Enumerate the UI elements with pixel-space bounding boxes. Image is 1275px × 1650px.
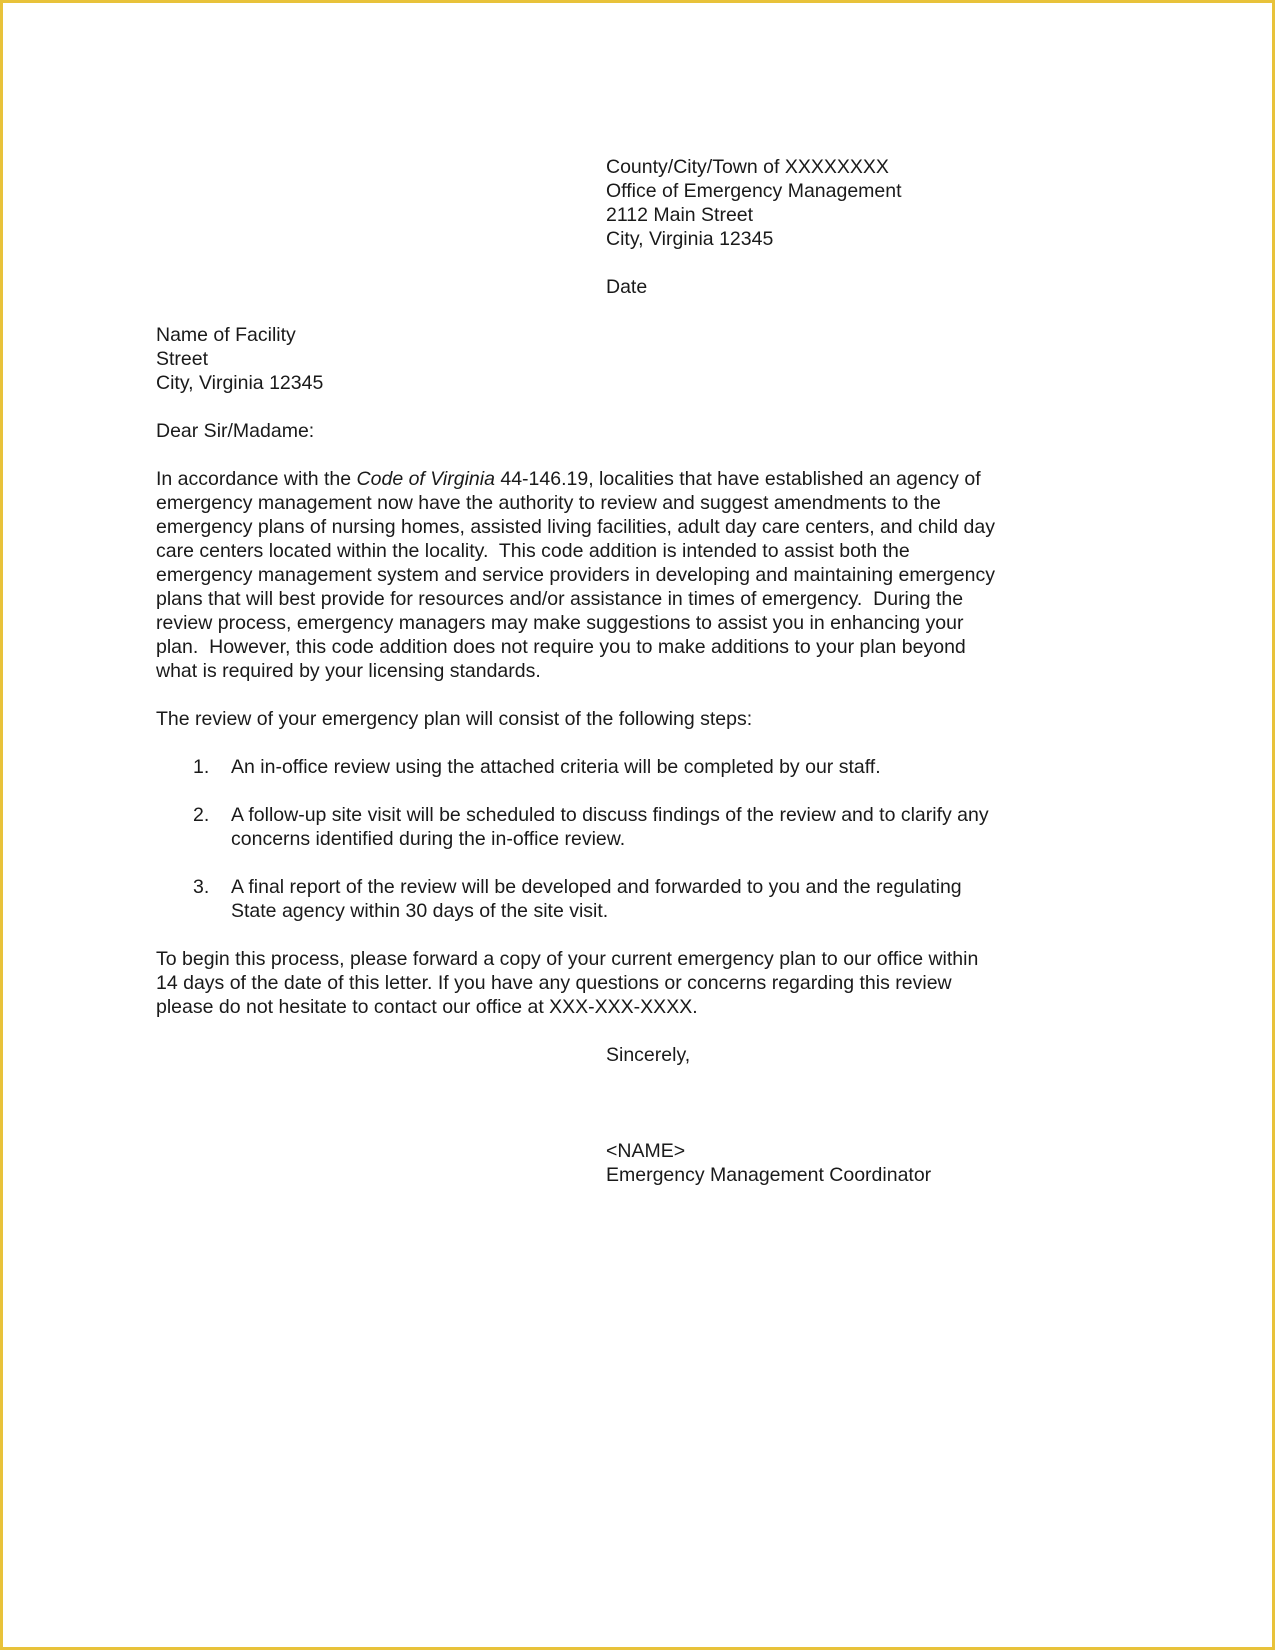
intro-line: emergency management system and service providers in developing and maintaining emergency	[156, 564, 995, 586]
list-item	[156, 755, 1056, 779]
sender-line: 2112 Main Street	[606, 204, 754, 226]
closing-line: To begin this process, please forward a copy of your current emergency plan to our office within	[156, 948, 979, 970]
salutation: Dear Sir/Madame:	[156, 420, 315, 442]
sender-address	[606, 155, 1056, 251]
step-line: A follow-up site visit will be scheduled to discuss findings of the review and to clarify any	[231, 804, 989, 826]
step-line: concerns identified during the in-office review.	[231, 828, 626, 850]
intro-line: emergency plans of nursing homes, assisted living facilities, adult day care centers, and child day	[156, 516, 995, 538]
recipient-address	[156, 323, 1056, 395]
letter-date: Date	[606, 276, 648, 298]
sender-line: County/City/Town of XXXXXXXX	[606, 156, 889, 178]
recipient-line: Street	[156, 348, 209, 370]
closing-line: please do not hesitate to contact our office at XXX-XXX-XXXX.	[156, 996, 698, 1018]
list-item	[156, 875, 1056, 923]
intro-line: plan. However, this code addition does not require you to make additions to your plan beyond	[156, 636, 966, 658]
step-line: State agency within 30 days of the site visit.	[231, 900, 609, 922]
intro-line: care centers located within the locality. This code addition is intended to assist both the	[156, 540, 910, 562]
step-line: An in-office review using the attached criteria will be completed by our staff.	[231, 756, 881, 778]
recipient-line: City, Virginia 12345	[156, 372, 324, 394]
step-line: A final report of the review will be developed and forwarded to you and the regulating	[231, 876, 962, 898]
intro-line: plans that will best provide for resources and/or assistance in times of emergency. During the	[156, 588, 964, 610]
steps-list	[156, 755, 1056, 923]
intro-first-line: In accordance with the Code of Virginia 44-146.19, localities that have established an agency of	[156, 468, 981, 490]
step-number: 2.	[193, 804, 210, 826]
intro-paragraph	[156, 467, 1056, 683]
list-item	[156, 803, 1056, 851]
recipient-line: Name of Facility	[156, 324, 296, 346]
step-number: 1.	[193, 756, 210, 778]
closing-paragraph	[156, 947, 1056, 1019]
signature-block	[606, 1139, 1056, 1187]
intro-line: what is required by your licensing standards.	[156, 660, 541, 682]
steps-intro: The review of your emergency plan will consist of the following steps:	[156, 708, 753, 730]
sender-line: Office of Emergency Management	[606, 180, 902, 202]
closing-line: 14 days of the date of this letter. If you have any questions or concerns regarding this review	[156, 972, 952, 994]
sign-off: Sincerely,	[606, 1044, 691, 1066]
step-number: 3.	[193, 876, 210, 898]
intro-line: emergency management now have the authority to review and suggest amendments to the	[156, 492, 941, 514]
sender-line: City, Virginia 12345	[606, 228, 774, 250]
intro-line: review process, emergency managers may make suggestions to assist you in enhancing your	[156, 612, 964, 634]
letter-body	[156, 155, 1056, 1187]
signer-title: Emergency Management Coordinator	[606, 1164, 932, 1186]
code-of-virginia-title: Code of Virginia	[356, 468, 495, 490]
signer-name: <NAME>	[606, 1140, 686, 1162]
